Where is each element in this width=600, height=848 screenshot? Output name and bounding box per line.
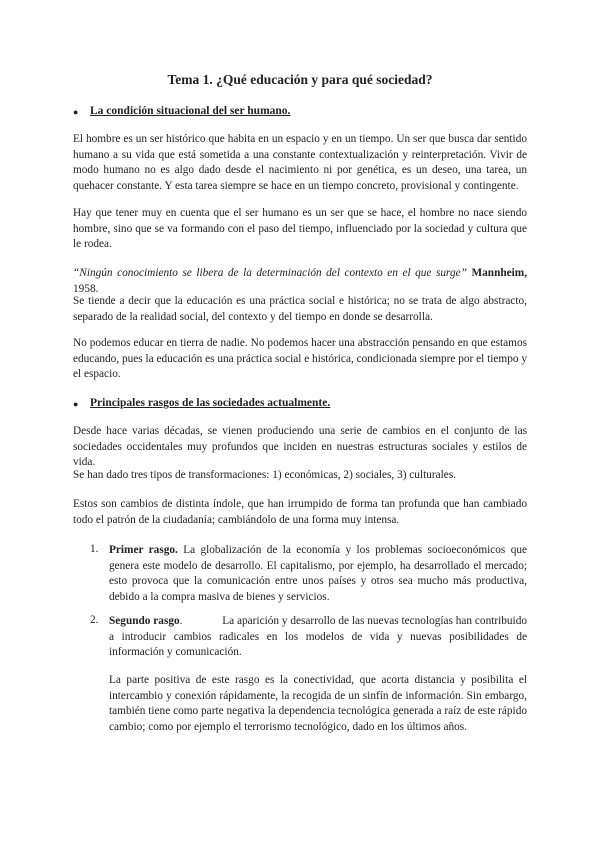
section-heading-1-text: La condición situacional del ser humano. (90, 105, 291, 117)
document-title: Tema 1. ¿Qué educación y para qué sociedad? (167, 72, 433, 87)
list-item-extra-paragraph: La parte positiva de este rasgo es la conectividad, que acorta distancia y posibilita el intercambio y conexión rápidamente, la recogida de un sinfín de información. Sin embargo, también tiene como parte negativa la dependencia tecnológica generada a raíz de este rápido cambio; como por ejemplo el terrorismo tecnológico, dado en los últimos años. (109, 674, 527, 733)
paragraph: Hay que tener muy en cuenta que el ser humano es un ser que se hace, el hombre no nace siendo hombre, sino que se va formando con el paso del tiempo, influenciado por la sociedad y cultura que le rodea. (73, 207, 527, 250)
paragraph: Desde hace varias décadas, se vienen produciendo una serie de cambios en el conjunto de las sociedades occidentales muy profundos que inciden en nuestras estructuras sociales y estilos de vida. (73, 425, 527, 468)
list-item-label: Primer rasgo. (109, 544, 178, 556)
paragraph: Estos son cambios de distinta índole, que han irrumpido de forma tan profunda que han cambiado todo el patrón de la ciudadanía; cambiándolo de una forma muy intensa. (73, 498, 527, 526)
section-heading-2 (73, 397, 331, 409)
quote-year: 1958. (73, 282, 99, 295)
list-item (109, 614, 530, 661)
list-item-number: 2. (90, 614, 99, 626)
bullet-icon: ● (73, 107, 79, 117)
section-heading-2-text: Principales rasgos de las sociedades actualmente. (90, 397, 331, 409)
paragraph: El hombre es un ser histórico que habita en un espacio y en un tiempo. Un ser que busca dar sentido humano a su vida que está sometida a una constante contextualización y reinterpretación. Vivir de modo humano no es algo dado desde el nacimiento ni por genética, es un deseo, una tarea, un quehacer constante. Y esta tarea siempre se hace en un tiempo concreto, provisional y contingente. (73, 133, 527, 192)
list-item-number: 1. (90, 543, 99, 555)
quote-author: Mannheim, (471, 267, 528, 279)
list-item-text: . La aparición y desarrollo de las nuevas tecnologías han contribuido a introducir cambios radicales en los modelos de vida y nuevas posibilidades de información y comunicación. (109, 615, 530, 658)
paragraph: Se tiende a decir que la educación es una práctica social e histórica; no se trata de algo abstracto, separado de la realidad social, del contexto y del tiempo en donde se desarrolla. (73, 295, 527, 323)
paragraph: No podemos educar en tierra de nadie. No podemos hacer una abstracción pensando en que estamos educando, pues la educación es una práctica social e histórica, condicionada siempre por el tiempo y el espacio. (73, 337, 527, 380)
list-item-text: La globalización de la economía y los problemas socioeconómicos que genera este modelo de desarrollo. El capitalismo, por ejemplo, ha desarrollado el mercado; esto provoca que la comunicación entre unos países y otros sea mucho más productiva, debido a la compra masiva de bienes y servicios. (109, 544, 527, 603)
paragraph: Se han dado tres tipos de transformaciones: 1) económicas, 2) sociales, 3) culturales. (73, 469, 457, 481)
quote-text: “Ningún conocimiento se libera de la determinación del contexto en el que surge” (73, 267, 467, 279)
list-item-label: Segundo rasgo (109, 615, 180, 627)
bullet-icon: ● (73, 399, 79, 409)
list-item (109, 543, 527, 605)
section-heading-1 (73, 105, 291, 117)
quote-paragraph (73, 266, 527, 297)
